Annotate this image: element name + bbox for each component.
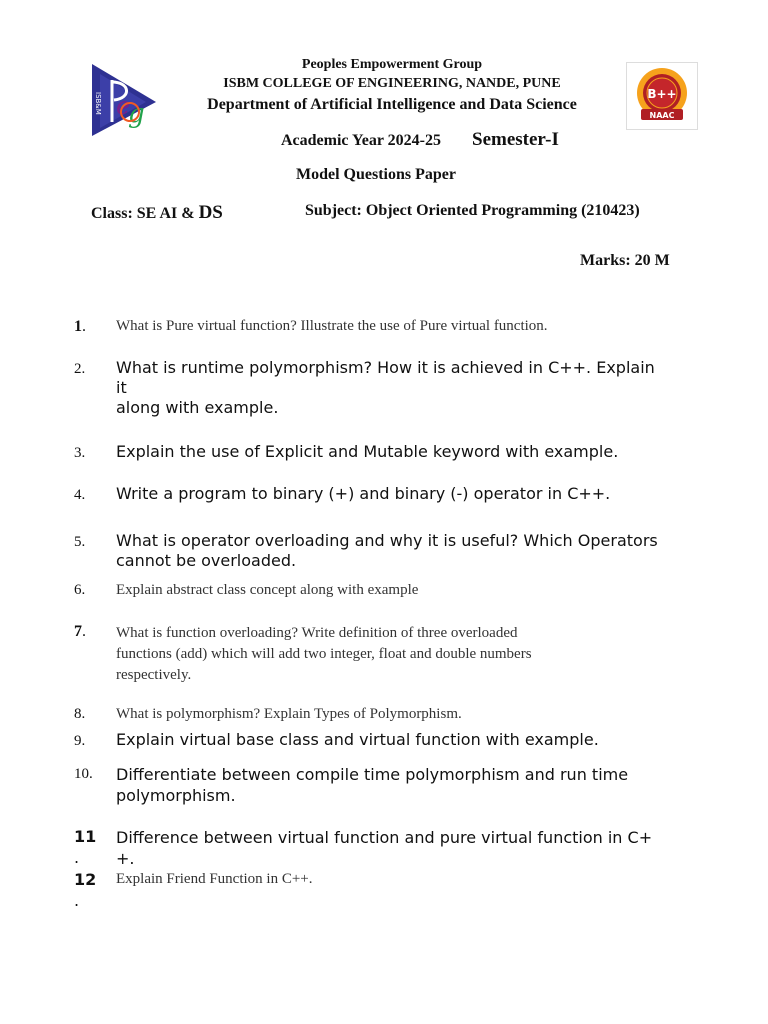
semester: Semester-I: [472, 129, 559, 150]
college-name: ISBM COLLEGE OF ENGINEERING, NANDE, PUNE: [223, 76, 561, 91]
question-text: Explain virtual base class and virtual function with example.: [116, 730, 599, 749]
question-number-dot: .: [82, 623, 86, 640]
question-text-line: cannot be overloaded.: [116, 551, 297, 570]
svg-text:g: g: [128, 99, 145, 129]
question-text-line: What is runtime polymorphism? How it is achieved in C++. Explain: [116, 358, 655, 377]
question-text: What is polymorphism? Explain Types of Polymorphism.: [116, 706, 462, 722]
marks: Marks: 20 M: [580, 252, 670, 269]
question-text-line: Difference between virtual function and pure virtual function in C+: [116, 828, 653, 847]
question-text-line: What is operator overloading and why it is useful? Which Operators: [116, 531, 658, 550]
group-name: Peoples Empowerment Group: [301, 57, 483, 72]
question-text: Explain the use of Explicit and Mutable keyword with example.: [116, 442, 619, 461]
question-number-digit: 1: [74, 318, 82, 335]
question-number: 9.: [74, 733, 86, 749]
question-text-line: respectively.: [116, 667, 192, 683]
class-ds: DS: [198, 202, 223, 223]
question-text: [116, 623, 532, 686]
subject: Subject: Object Oriented Programming (210423): [305, 202, 640, 219]
question-number-dot: .: [74, 848, 80, 867]
naac-label: NAAC: [649, 111, 675, 120]
question-text-line: What is function overloading? Write definition of three overloaded: [116, 625, 518, 641]
question-number-digit: 11: [74, 827, 97, 846]
question-text-line: +.: [116, 849, 135, 868]
question-number: [74, 826, 96, 868]
naac-grade: B++: [647, 87, 677, 101]
question-number: 3.: [74, 445, 86, 461]
question-number: 5.: [74, 534, 86, 550]
question-number: [74, 869, 96, 911]
question-number-digit: 12: [74, 870, 97, 889]
question-text-line: polymorphism.: [116, 786, 236, 805]
question-number: 8.: [74, 706, 86, 722]
question-text-line: functions (add) which will add two integer, float and double numbers: [116, 646, 532, 662]
question-text: [116, 764, 628, 806]
paper-title: Model Questions Paper: [296, 166, 456, 183]
academic-year: Academic Year 2024-25: [281, 132, 441, 149]
question-number-dot: .: [74, 891, 80, 910]
class-label: [91, 202, 223, 224]
question-text: [116, 827, 652, 869]
svg-text:e: e: [116, 92, 131, 120]
question-text: [116, 358, 655, 418]
question-number: 4.: [74, 487, 86, 503]
question-text: Explain abstract class concept along with example: [116, 582, 419, 598]
department-name: Department of Artificial Intelligence and Data Science: [207, 96, 577, 113]
question-text: Explain Friend Function in C++.: [116, 871, 313, 887]
question-number: 6.: [74, 582, 86, 598]
question-number-digit: 7: [74, 623, 82, 640]
class-label-text: Class: SE AI &: [91, 205, 195, 222]
question-text-line: it: [116, 378, 127, 397]
question-number: [74, 318, 86, 336]
question-number: 2.: [74, 361, 86, 377]
question-text: What is Pure virtual function? Illustrate the use of Pure virtual function.: [116, 318, 548, 334]
question-text: Write a program to binary (+) and binary (-) operator in C++.: [116, 484, 611, 503]
question-text-line: along with example.: [116, 398, 279, 417]
question-number: 10.: [74, 766, 93, 782]
logo-left-text: ISB&M: [94, 92, 102, 115]
question-text-line: Differentiate between compile time polymorphism and run time: [116, 765, 629, 784]
question-text: [116, 531, 658, 571]
question-number-dot: .: [82, 318, 86, 335]
question-number: [74, 623, 86, 641]
